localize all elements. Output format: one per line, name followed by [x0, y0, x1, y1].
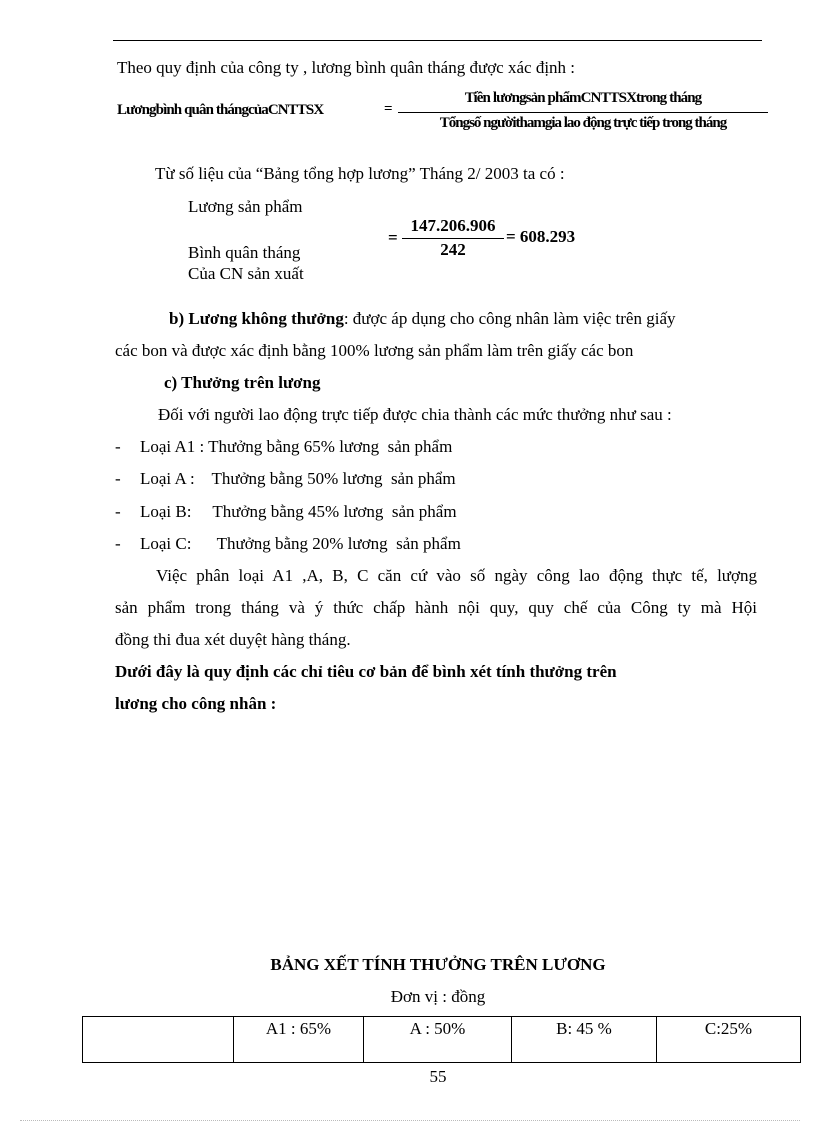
- criteria-heading-line1: Dưới đây là quy định các chỉ tiêu cơ bản để bình xét tính thưởng trên: [115, 662, 617, 681]
- section-b-line1: [169, 309, 757, 329]
- list-item-b: Loại B: Thưởng bằng 45% lương sản phẩm: [140, 502, 457, 521]
- section-b-line2: các bon và được xác định bằng 100% lương sản phẩm làm trên giấy các bon: [115, 341, 634, 360]
- classification-line2: sản phẩm trong tháng và ý thức chấp hành nội quy, quy chế của Công ty mà Hội: [115, 598, 757, 617]
- table-header-cell: C:25%: [657, 1017, 801, 1063]
- table-header-cell: B: 45 %: [512, 1017, 657, 1063]
- list-item-a1: Loại A1 : Thưởng bằng 65% lương sản phẩm: [140, 437, 453, 456]
- data-source-text: Từ số liệu của “Bảng tổng hợp lương” Tháng 2/ 2003 ta có :: [155, 164, 565, 183]
- page-number: 55: [429, 1067, 447, 1086]
- calc-label-worker: Của CN sản xuất: [188, 264, 304, 283]
- table-header-cell: [83, 1017, 234, 1063]
- intro-text: Theo quy định của công ty , lương bình quân tháng được xác định :: [117, 58, 576, 77]
- table-header-cell: A : 50%: [364, 1017, 512, 1063]
- calc-equals: =: [388, 228, 398, 247]
- list-item-dash: -: [115, 502, 121, 521]
- table-unit: Đơn vị : đồng: [390, 987, 486, 1006]
- calc-fraction-line: [402, 238, 504, 239]
- classification-line1: Việc phân loại A1 ,A, B, C căn cứ vào số ngày công lao động thực tế, lượng: [156, 566, 757, 585]
- section-c-title: c) Thưởng trên lương: [164, 373, 321, 392]
- formula-numerator: Tiền lươngsản phẩmCNTTSXtrong tháng: [464, 90, 702, 106]
- list-item-dash: -: [115, 534, 121, 553]
- calc-label-monthly-avg: Bình quân tháng: [188, 243, 301, 262]
- table-header-cell: A1 : 65%: [234, 1017, 364, 1063]
- table-header-row: [83, 1017, 801, 1063]
- reward-table: [82, 1016, 801, 1063]
- calc-label-product-wage: Lương sản phẩm: [188, 197, 303, 216]
- criteria-heading-line2: lương cho công nhân :: [115, 694, 277, 713]
- list-item-dash: -: [115, 469, 121, 488]
- calc-result: = 608.293: [506, 227, 576, 246]
- section-b-title: b) Lương không thưởng: [169, 309, 344, 328]
- section-b-text1: : được áp dụng cho công nhân làm việc trên giấy: [343, 309, 676, 328]
- formula-lhs: Lươngbình quân thángcủaCNTTSX: [117, 102, 324, 118]
- classification-line3: đồng thi đua xét duyệt hàng tháng.: [115, 630, 351, 649]
- list-item-a: Loại A : Thưởng bằng 50% lương sản phẩm: [140, 469, 456, 488]
- list-item-c: Loại C: Thưởng bằng 20% lương sản phẩm: [140, 534, 461, 553]
- calc-denominator: 242: [440, 240, 466, 259]
- header-rule: [113, 40, 762, 41]
- formula-denominator: Tổngsố ngườithamgia lao động trực tiếp trong tháng: [439, 115, 727, 131]
- table-title: BẢNG XẾT TÍNH THƯỞNG TRÊN LƯƠNG: [270, 955, 606, 974]
- footer-dotted-rule: [20, 1120, 800, 1121]
- calc-numerator: 147.206.906: [410, 216, 496, 235]
- formula-fraction-line: [398, 112, 768, 113]
- list-item-dash: -: [115, 437, 121, 456]
- section-c-intro: Đối với người lao động trực tiếp được chia thành các mức thưởng như sau :: [158, 405, 672, 424]
- formula-equals: =: [384, 101, 393, 117]
